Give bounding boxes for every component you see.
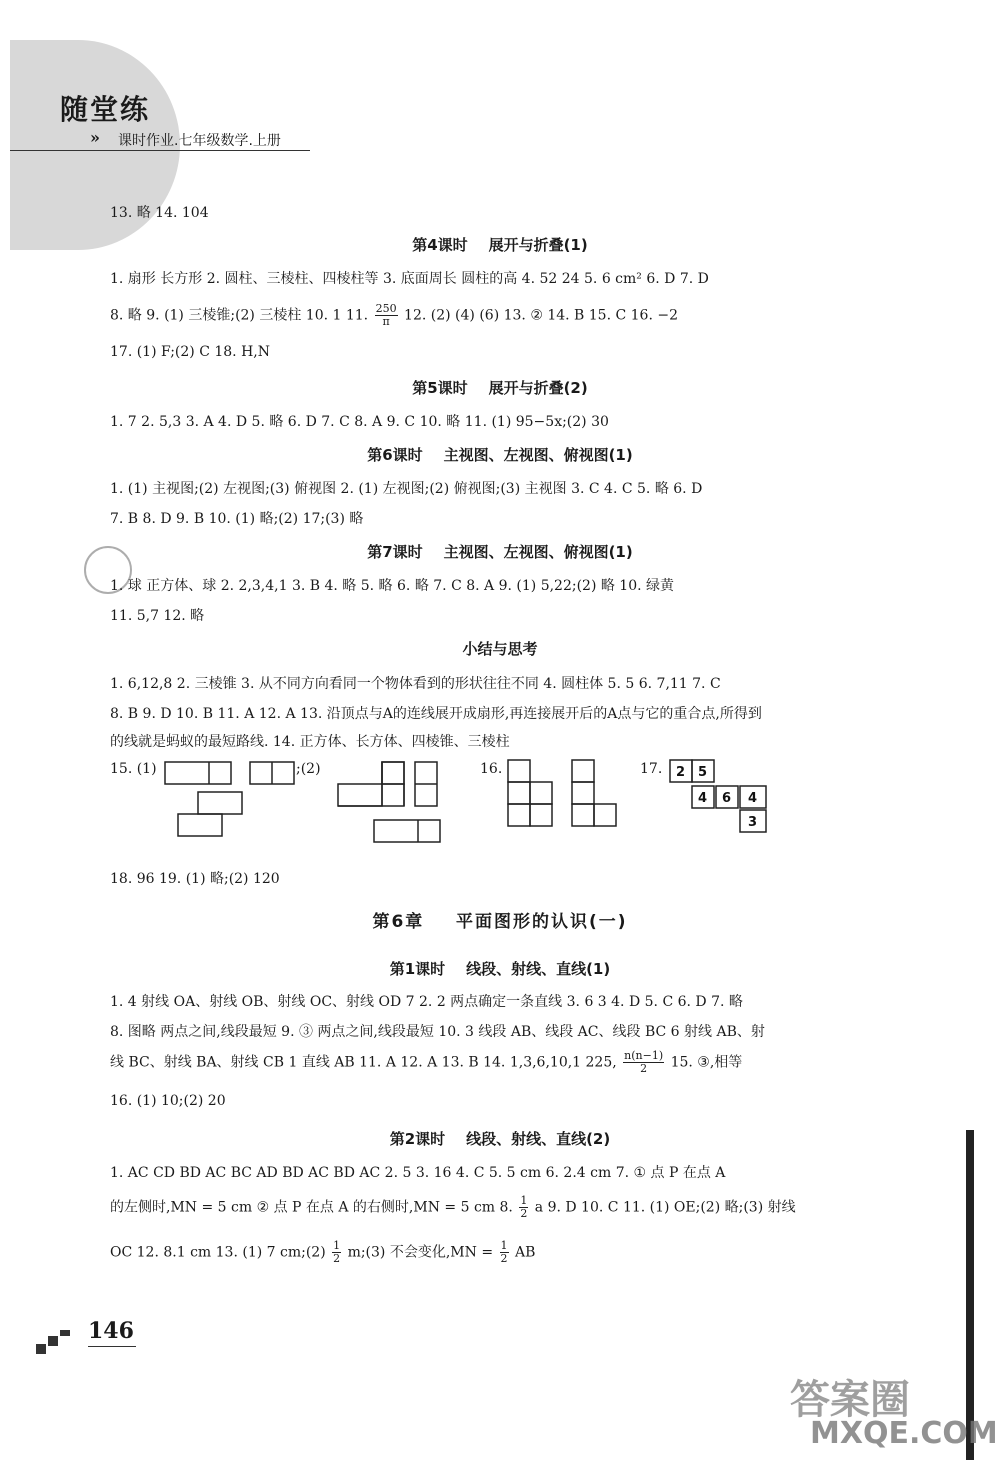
answer-line: 1. 球 正方体、球 2. 2,3,4,1 3. B 4. 略 5. 略 6. 略 7. C 8. A 9. (1) 5,22;(2) 略 10. 绿黄 (110, 578, 675, 594)
page-number-underline (88, 1346, 136, 1347)
fraction-denominator: π (382, 315, 390, 328)
fig16-view-a (508, 760, 552, 826)
fraction-denominator: 2 (640, 1062, 648, 1075)
fraction-numerator: 250 (375, 302, 397, 315)
fraction-denominator: 2 (520, 1207, 528, 1220)
book-subtitle: 课时作业.七年级数学.上册 (118, 133, 281, 149)
fraction-numerator: 1 (333, 1239, 341, 1252)
fig17-cell: 5 (698, 765, 708, 780)
answer-line: 1. 7 2. 5,3 3. A 4. D 5. 略 6. D 7. C 8. A 9. C 10. 略 11. (1) 95−5x;(2) 30 (110, 414, 609, 430)
answer-line: 1. AC CD BD AC BC AD BD AC BD AC 2. 5 3. 16 4. C 5. 5 cm 6. 2.4 cm 7. ① 点 P 在点 A (110, 1165, 726, 1181)
answer-line: 8. B 9. D 10. B 11. A 12. A 13. 沿顶点与A的连线展开成扇形,再连接展开后的A点与它的重合点,所得到 (110, 706, 762, 722)
fig17-cell: 4 (698, 791, 708, 806)
fraction-numerator: 1 (500, 1239, 508, 1252)
answer-text: 15. ③,相等 (670, 1054, 743, 1071)
section-heading: 第6课时 主视图、左视图、俯视图(1) (367, 446, 633, 464)
answer-line: 18. 96 19. (1) 略;(2) 120 (110, 871, 280, 887)
section-heading: 第2课时 线段、射线、直线(2) (389, 1130, 611, 1148)
fig15-top-view-part (198, 792, 242, 814)
answer-text: 12. (2) (4) (6) 13. ② 14. B 15. C 16. −2 (404, 307, 679, 324)
fraction-denominator: 2 (500, 1252, 508, 1265)
fraction (332, 1240, 341, 1265)
fraction (500, 1240, 509, 1265)
answer-line: 1. 扇形 长方形 2. 圆柱、三棱柱、四棱柱等 3. 底面周长 圆柱的高 4. 52 24 5. 6 cm² 6. D 7. D (110, 271, 709, 287)
fraction-denominator: 2 (333, 1252, 341, 1265)
watermark-logo: 答案圈 (790, 1377, 910, 1423)
answer-line (110, 1050, 742, 1075)
figure-label: 17. (640, 761, 663, 777)
answer-text: 8. 略 9. (1) 三棱锥;(2) 三棱柱 10. 1 11. (110, 307, 369, 324)
book-brand: 随堂练 (60, 93, 151, 126)
chapter-heading: 第6章 平面图形的认识(一) (372, 912, 628, 932)
fig15b-top-view (374, 820, 440, 842)
answer-line: 17. (1) F;(2) C 18. H,N (110, 344, 270, 360)
answer-line: 的线就是蚂蚁的最短路线. 14. 正方体、长方体、四棱锥、三棱柱 (110, 734, 510, 750)
answer-line: 1. 4 射线 OA、射线 OB、射线 OC、射线 OD 7 2. 2 两点确定一条直线 3. 6 3 4. D 5. C 6. D 7. 略 (110, 994, 743, 1010)
answer-text: m;(3) 不会变化,MN = (347, 1244, 494, 1261)
answer-line: 11. 5,7 12. 略 (110, 608, 205, 624)
answer-text: 的左侧时,MN = 5 cm ② 点 P 在点 A 的右侧时,MN = 5 cm 8. (110, 1199, 513, 1216)
watermark-url: MXQE.COM (810, 1416, 998, 1451)
answer-line (110, 1195, 796, 1220)
fig17-cell: 6 (722, 791, 732, 806)
fig15-front-view (165, 762, 231, 784)
section-heading: 第5课时 展开与折叠(2) (412, 379, 588, 397)
figure-label: 15. (1) (110, 761, 157, 777)
answer-line: 8. 图略 两点之间,线段最短 9. ③ 两点之间,线段最短 10. 3 线段 AB、线段 AC、线段 BC 6 射线 AB、射 (110, 1024, 765, 1040)
answer-line: 7. B 8. D 9. B 10. (1) 略;(2) 17;(3) 略 (110, 511, 364, 527)
answer-line: 1. 6,12,8 2. 三棱锥 3. 从不同方向看同一个物体看到的形状往往不同 4. 圆柱体 5. 5 6. 7,11 7. C (110, 676, 721, 692)
answer-line: 1. (1) 主视图;(2) 左视图;(3) 俯视图 2. (1) 左视图;(2) 俯视图;(3) 主视图 3. C 4. C 5. 略 6. D (110, 481, 703, 497)
figure-label: 16. (480, 761, 503, 777)
answer-text: OC 12. 8.1 cm 13. (1) 7 cm;(2) (110, 1244, 326, 1261)
fig16-view-b (572, 760, 616, 826)
figure-label: ;(2) (296, 761, 321, 777)
answer-line: 13. 略 14. 104 (110, 205, 209, 221)
binding-edge (966, 1130, 974, 1460)
answer-line (110, 1240, 535, 1265)
section-heading: 第4课时 展开与折叠(1) (412, 236, 588, 254)
chevron-right-icon: » (90, 128, 100, 147)
fraction-numerator: 1 (520, 1194, 528, 1207)
section-heading: 小结与思考 (462, 640, 538, 658)
fraction (623, 1050, 664, 1075)
page-number-decoration (36, 1330, 96, 1356)
section-heading: 第1课时 线段、射线、直线(1) (389, 960, 611, 978)
fig15-top-view-part (178, 814, 222, 836)
section-heading: 第7课时 主视图、左视图、俯视图(1) (367, 543, 633, 561)
answer-text: 线 BC、射线 BA、射线 CB 1 直线 AB 11. A 12. A 13. B 14. 1,3,6,10,1 225, (110, 1054, 617, 1071)
fig17-cell: 2 (676, 765, 686, 780)
fig17-cell: 4 (748, 791, 758, 806)
fig17-cell: 3 (748, 815, 758, 830)
fraction (519, 1195, 528, 1220)
fraction-numerator: n(n−1) (624, 1049, 664, 1062)
answer-line: 16. (1) 10;(2) 20 (110, 1093, 226, 1109)
page-number: 146 (88, 1318, 134, 1344)
answer-text: AB (514, 1244, 536, 1261)
answer-text: a 9. D 10. C 11. (1) OE;(2) 略;(3) 射线 (534, 1199, 796, 1216)
